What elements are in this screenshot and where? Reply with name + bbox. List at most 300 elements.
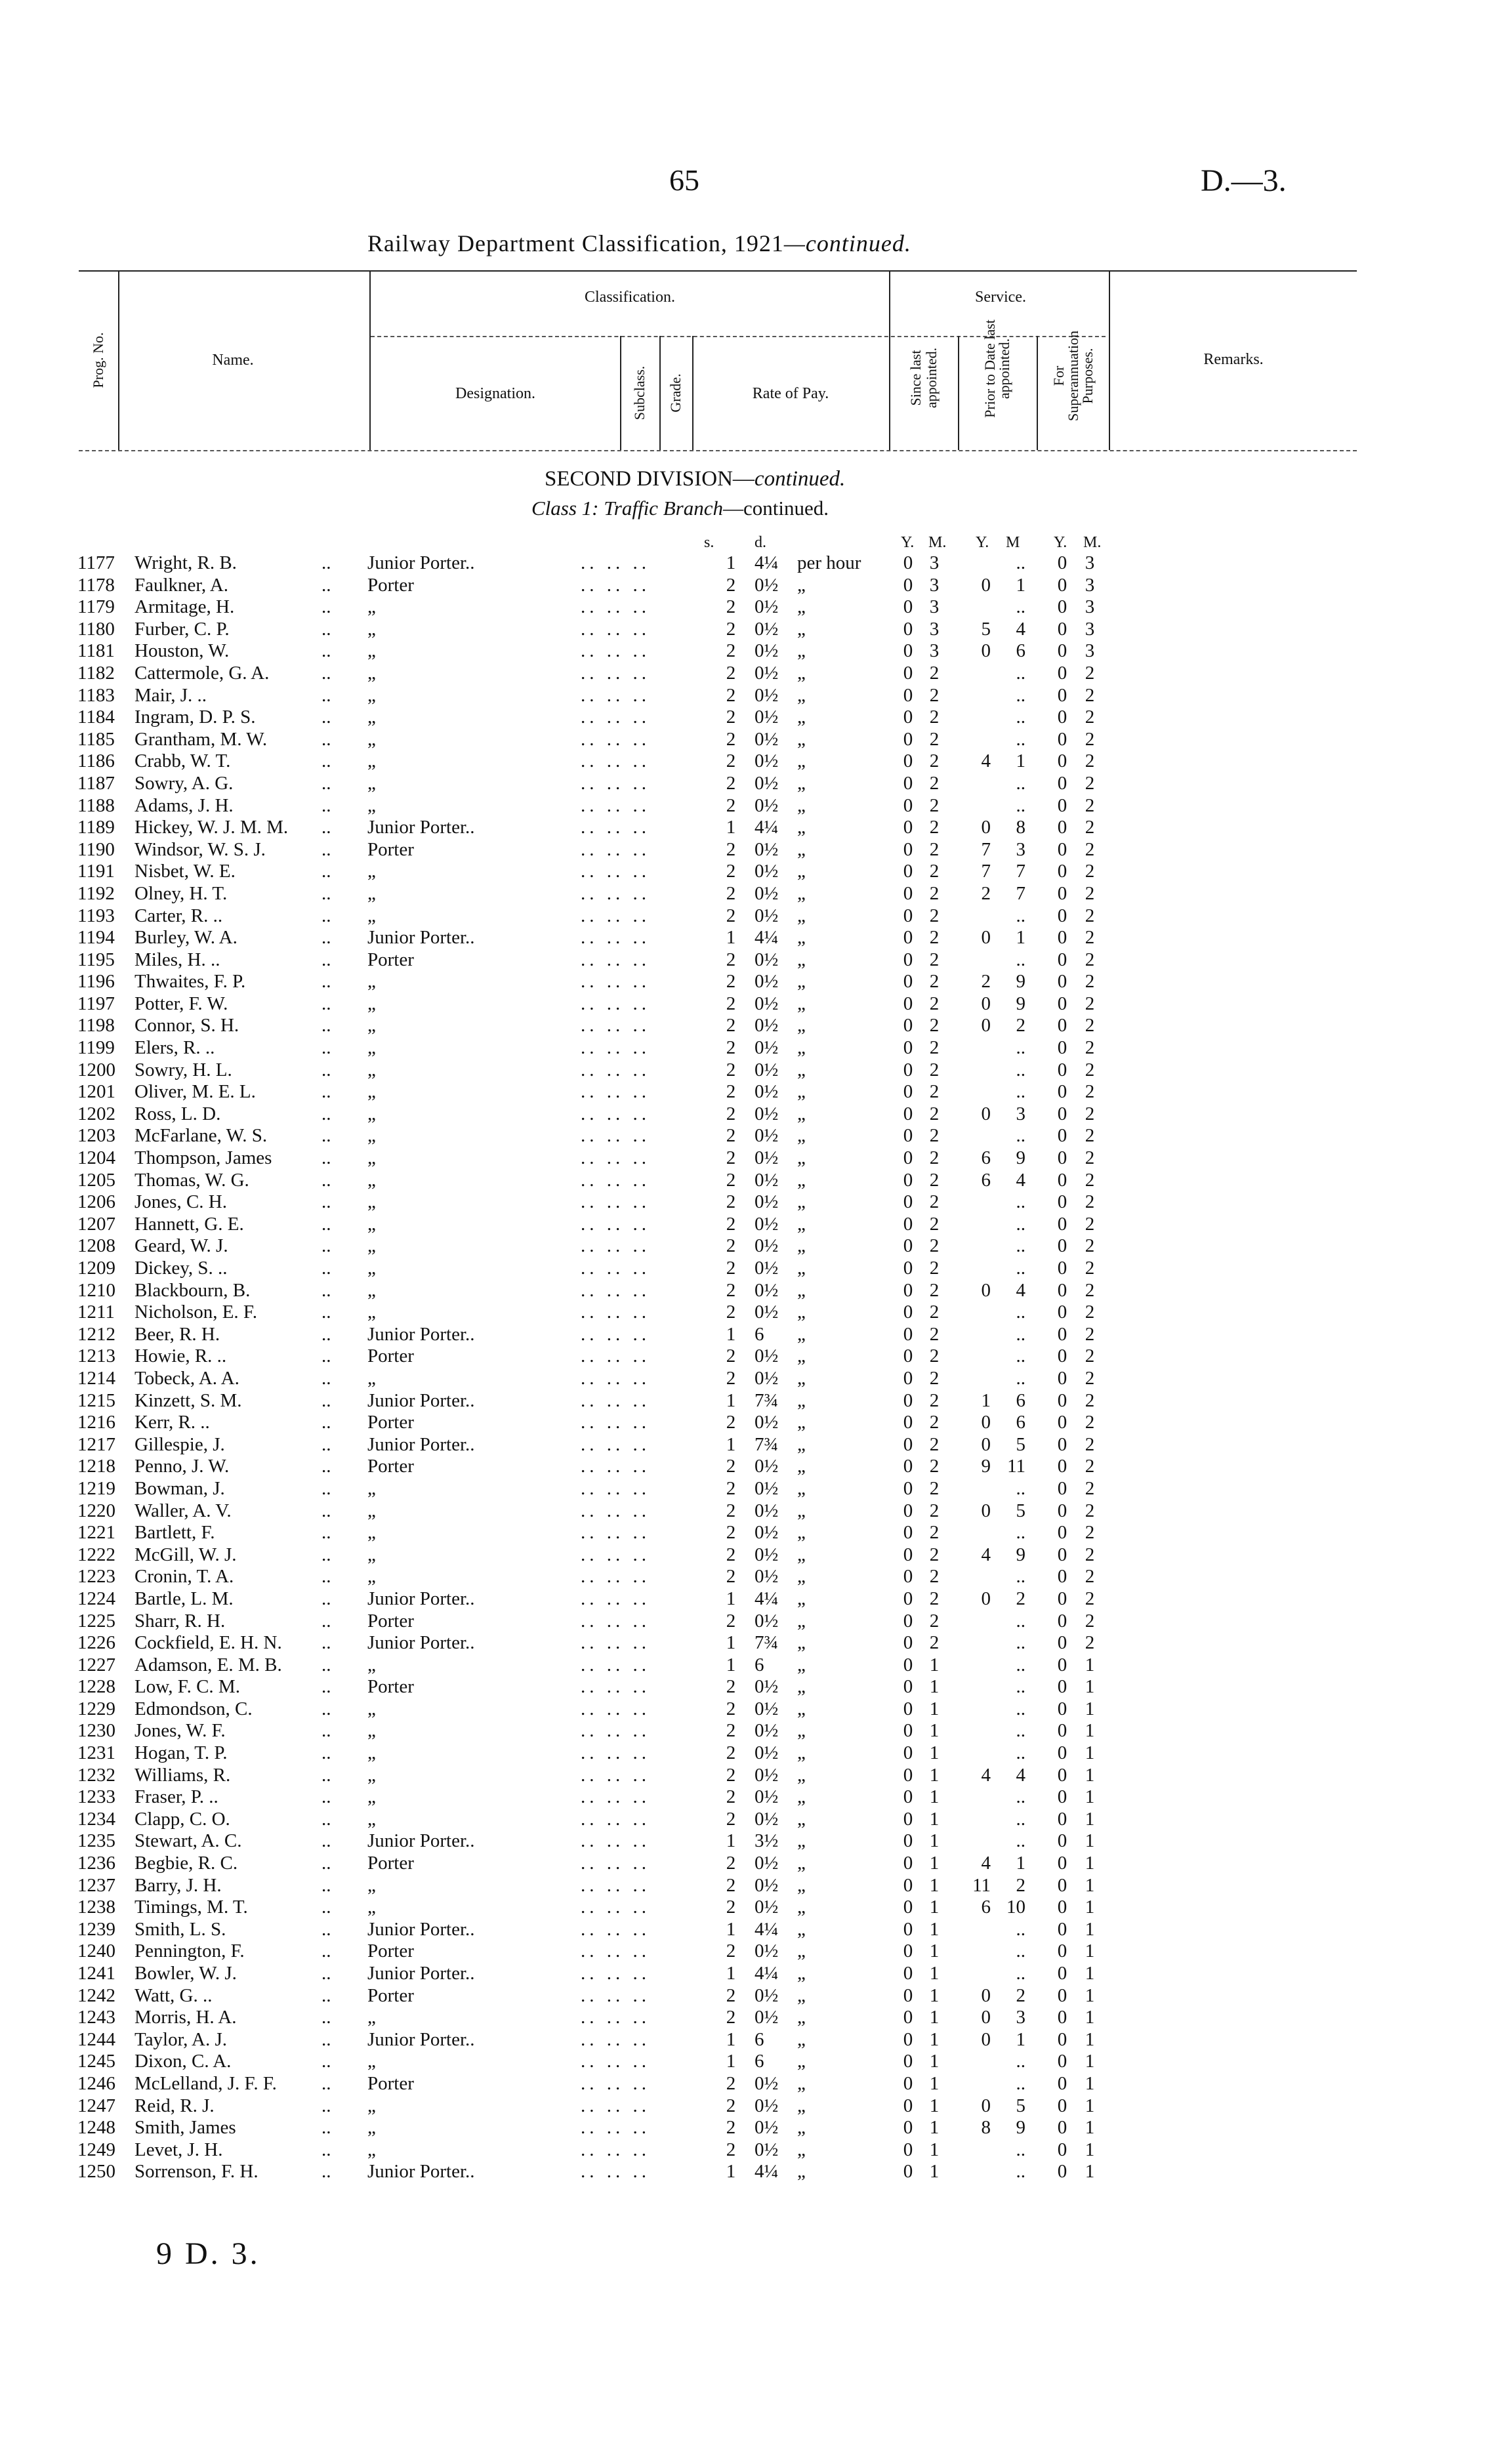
since-months: 2 (929, 1213, 940, 1235)
table-row (0, 1280, 1511, 1302)
since-months: 1 (929, 1984, 940, 2006)
super-months: 2 (1085, 861, 1095, 882)
unit-super-months: M. (1083, 534, 1102, 551)
leader-dots: .. (321, 1213, 331, 1235)
super-years: 0 (1057, 905, 1067, 926)
table-row (0, 2073, 1511, 2095)
pay-shillings: 2 (726, 794, 736, 816)
employee-name: Miles, H. .. (135, 949, 220, 970)
leader-dots: .. (321, 1389, 331, 1411)
table-row (0, 817, 1511, 839)
table-row (0, 1676, 1511, 1698)
prog-no: 1192 (77, 882, 115, 904)
table-row (0, 2117, 1511, 2139)
pay-pence: 0½ (755, 1720, 779, 1742)
designation: „ (367, 1103, 376, 1124)
header-classification: Classification. (585, 289, 675, 306)
designation: „ (367, 728, 376, 750)
unit-prior-months: M (1006, 534, 1020, 551)
pay-shillings: 2 (726, 1235, 736, 1257)
prior-months: .. (1016, 684, 1025, 706)
since-months: 2 (929, 728, 940, 750)
table-row (0, 1390, 1511, 1412)
since-years: 0 (903, 772, 913, 794)
pay-pence: 0½ (755, 905, 779, 926)
pay-shillings: 1 (726, 2161, 736, 2183)
super-years: 0 (1057, 1345, 1067, 1367)
pay-unit: „ (797, 1522, 806, 1544)
table-row (0, 1698, 1511, 1721)
since-months: 2 (929, 905, 940, 926)
employee-name: Oliver, M. E. L. (135, 1081, 256, 1103)
row-dots: .. .. .. (581, 1566, 650, 1588)
pay-shillings: 2 (726, 1786, 736, 1808)
pay-pence: 4¼ (755, 1918, 779, 1940)
since-months: 2 (929, 662, 940, 684)
table-row (0, 1324, 1511, 1346)
prior-months: .. (1016, 1720, 1025, 1742)
table-row (0, 663, 1511, 685)
super-years: 0 (1057, 817, 1067, 838)
super-months: 2 (1085, 1125, 1095, 1147)
table-row (0, 1412, 1511, 1434)
leader-dots: .. (321, 927, 331, 949)
pay-pence: 0½ (755, 1081, 779, 1103)
pay-shillings: 2 (726, 1147, 736, 1169)
pay-unit: „ (797, 1897, 806, 1918)
pay-unit: „ (797, 1059, 806, 1080)
employee-name: Bowler, W. J. (135, 1963, 237, 1984)
prior-years: 7 (981, 861, 991, 882)
row-dots: .. .. .. (581, 1720, 650, 1742)
pay-shillings: 2 (726, 2117, 736, 2139)
employee-name: Morris, H. A. (135, 2007, 237, 2028)
since-months: 1 (929, 2139, 940, 2160)
pay-shillings: 1 (726, 817, 736, 838)
header-subclass: Subclass. (631, 365, 648, 421)
since-years: 0 (903, 1103, 913, 1124)
row-dots: .. .. .. (581, 1853, 650, 1874)
prior-months: 10 (1006, 1897, 1025, 1918)
pay-unit: „ (797, 1853, 806, 1874)
since-years: 0 (903, 1963, 913, 1984)
since-years: 0 (903, 1566, 913, 1588)
class-label: Class 1: (531, 497, 599, 520)
super-months: 1 (1085, 1742, 1095, 1764)
since-months: 1 (929, 1874, 940, 1896)
since-years: 0 (903, 2139, 913, 2160)
footer-note: 9 D. 3. (156, 2236, 260, 2271)
employee-name: Smith, James (135, 2117, 236, 2139)
super-years: 0 (1057, 1918, 1067, 1940)
prior-years: 0 (981, 993, 991, 1014)
leader-dots: .. (321, 707, 331, 728)
pay-shillings: 2 (726, 1412, 736, 1433)
since-months: 2 (929, 949, 940, 970)
leader-dots: .. (321, 1367, 331, 1389)
designation: „ (367, 1566, 376, 1588)
leader-dots: .. (321, 552, 331, 573)
row-dots: .. .. .. (581, 794, 650, 816)
prog-no: 1179 (77, 596, 115, 618)
since-months: 1 (929, 2072, 940, 2094)
pay-unit: „ (797, 1544, 806, 1565)
super-months: 2 (1085, 1258, 1095, 1279)
leader-dots: .. (321, 1588, 331, 1609)
table-row (0, 1919, 1511, 1941)
prior-years: 0 (981, 1588, 991, 1609)
pay-pence: 0½ (755, 1544, 779, 1565)
prog-no: 1241 (77, 1963, 115, 1984)
prog-no: 1209 (77, 1258, 115, 1279)
prog-no: 1227 (77, 1654, 115, 1675)
pay-pence: 6 (755, 1654, 764, 1675)
prog-no: 1230 (77, 1720, 115, 1742)
table-row (0, 1963, 1511, 1985)
designation: „ (367, 1081, 376, 1103)
col-divider (1037, 336, 1038, 450)
since-years: 0 (903, 662, 913, 684)
pay-shillings: 2 (726, 993, 736, 1014)
super-years: 0 (1057, 1147, 1067, 1169)
header-designation: Designation. (455, 385, 535, 402)
since-years: 0 (903, 1191, 913, 1213)
pay-pence: 4¼ (755, 1963, 779, 1984)
super-years: 0 (1057, 1632, 1067, 1654)
employee-name: Nisbet, W. E. (135, 861, 236, 882)
row-dots: .. .. .. (581, 927, 650, 949)
prior-months: .. (1016, 1698, 1025, 1719)
pay-pence: 0½ (755, 1500, 779, 1521)
table-row (0, 1478, 1511, 1500)
employee-name: Grantham, M. W. (135, 728, 268, 750)
prior-months: 6 (1016, 1389, 1025, 1411)
prog-no: 1196 (77, 971, 115, 993)
pay-unit: „ (797, 2161, 806, 2183)
row-dots: .. .. .. (581, 2028, 650, 2050)
super-years: 0 (1057, 993, 1067, 1014)
pay-pence: 7¾ (755, 1632, 779, 1654)
pay-shillings: 2 (726, 662, 736, 684)
prog-no: 1210 (77, 1279, 115, 1301)
super-years: 0 (1057, 2072, 1067, 2094)
leader-dots: .. (321, 1500, 331, 1521)
table-row (0, 1191, 1511, 1214)
pay-pence: 0½ (755, 1015, 779, 1037)
prior-months: .. (1016, 1918, 1025, 1940)
designation: Junior Porter.. (367, 1830, 475, 1852)
since-years: 0 (903, 2051, 913, 2072)
employee-name: Bartle, L. M. (135, 1588, 234, 1609)
prior-months: 11 (1007, 1456, 1025, 1477)
since-months: 2 (929, 1169, 940, 1191)
since-years: 0 (903, 1389, 913, 1411)
since-months: 1 (929, 1897, 940, 1918)
table-row (0, 1720, 1511, 1742)
super-years: 0 (1057, 861, 1067, 882)
prog-no: 1215 (77, 1389, 115, 1411)
leader-dots: .. (321, 1522, 331, 1544)
super-years: 0 (1057, 1940, 1067, 1962)
super-months: 2 (1085, 707, 1095, 728)
prog-no: 1212 (77, 1323, 115, 1345)
pay-pence: 0½ (755, 1367, 779, 1389)
employee-name: Timings, M. T. (135, 1897, 248, 1918)
leader-dots: .. (321, 1456, 331, 1477)
prior-months: 2 (1016, 1588, 1025, 1609)
pay-shillings: 1 (726, 1918, 736, 1940)
prior-months: .. (1016, 1830, 1025, 1852)
pay-pence: 6 (755, 2051, 764, 2072)
leader-dots: .. (321, 728, 331, 750)
leader-dots: .. (321, 1125, 331, 1147)
super-years: 0 (1057, 2095, 1067, 2116)
since-years: 0 (903, 1632, 913, 1654)
table-row (0, 640, 1511, 663)
since-years: 0 (903, 861, 913, 882)
designation: Porter (367, 1676, 414, 1698)
pay-pence: 0½ (755, 1698, 779, 1719)
pay-shillings: 2 (726, 1500, 736, 1521)
super-months: 1 (1085, 1963, 1095, 1984)
designation: Junior Porter.. (367, 817, 475, 838)
table-row (0, 1875, 1511, 1897)
col-divider (889, 270, 890, 450)
since-years: 0 (903, 1279, 913, 1301)
since-years: 0 (903, 1742, 913, 1764)
row-dots: .. .. .. (581, 574, 650, 596)
employee-name: Barry, J. H. (135, 1874, 222, 1896)
since-months: 2 (929, 1125, 940, 1147)
leader-dots: .. (321, 993, 331, 1014)
pay-pence: 0½ (755, 1037, 779, 1059)
since-years: 0 (903, 728, 913, 750)
leader-dots: .. (321, 1037, 331, 1059)
leader-dots: .. (321, 1169, 331, 1191)
designation: „ (367, 2095, 376, 2116)
pay-pence: 6 (755, 2028, 764, 2050)
leader-dots: .. (321, 1610, 331, 1632)
designation: „ (367, 2007, 376, 2028)
super-years: 0 (1057, 2028, 1067, 2050)
super-years: 0 (1057, 1676, 1067, 1698)
since-months: 1 (929, 1940, 940, 1962)
since-years: 0 (903, 838, 913, 860)
prog-no: 1214 (77, 1367, 115, 1389)
pay-shillings: 1 (726, 1389, 736, 1411)
prog-no: 1182 (77, 662, 115, 684)
since-years: 0 (903, 1302, 913, 1323)
pay-pence: 0½ (755, 1191, 779, 1213)
table-row (0, 2007, 1511, 2029)
prog-no: 1213 (77, 1345, 115, 1367)
table-row (0, 1081, 1511, 1103)
employee-name: Houston, W. (135, 640, 230, 662)
super-years: 0 (1057, 838, 1067, 860)
header-bottom-rule (79, 450, 1357, 451)
table-row (0, 729, 1511, 751)
pay-pence: 0½ (755, 1147, 779, 1169)
super-years: 0 (1057, 2051, 1067, 2072)
prog-no: 1248 (77, 2117, 115, 2139)
unit-since-months: M. (928, 534, 947, 551)
row-dots: .. .. .. (581, 596, 650, 618)
prior-months: .. (1016, 662, 1025, 684)
pay-pence: 0½ (755, 1566, 779, 1588)
since-years: 0 (903, 1323, 913, 1345)
prog-no: 1233 (77, 1786, 115, 1808)
employee-name: Connor, S. H. (135, 1015, 239, 1037)
table-row (0, 883, 1511, 905)
pay-pence: 0½ (755, 1984, 779, 2006)
super-years: 0 (1057, 949, 1067, 970)
pay-unit: „ (797, 1169, 806, 1191)
pay-unit: „ (797, 794, 806, 816)
prog-no: 1235 (77, 1830, 115, 1852)
table-row (0, 971, 1511, 993)
since-months: 2 (929, 1389, 940, 1411)
since-years: 0 (903, 927, 913, 949)
designation: Junior Porter.. (367, 1918, 475, 1940)
row-dots: .. .. .. (581, 618, 650, 640)
designation: „ (367, 993, 376, 1014)
designation: Porter (367, 838, 414, 860)
pay-pence: 0½ (755, 1808, 779, 1830)
employee-name: Thomas, W. G. (135, 1169, 249, 1191)
table-row (0, 2029, 1511, 2051)
pay-unit: „ (797, 817, 806, 838)
pay-shillings: 2 (726, 1345, 736, 1367)
designation: „ (367, 618, 376, 640)
pay-pence: 0½ (755, 1897, 779, 1918)
leader-dots: .. (321, 640, 331, 662)
prior-months: 9 (1016, 971, 1025, 993)
super-months: 2 (1085, 1147, 1095, 1169)
designation: „ (367, 1654, 376, 1675)
row-dots: .. .. .. (581, 882, 650, 904)
prog-no: 1244 (77, 2028, 115, 2050)
employee-name: Smith, L. S. (135, 1918, 226, 1940)
since-months: 2 (929, 1433, 940, 1455)
super-months: 2 (1085, 1588, 1095, 1609)
prog-no: 1197 (77, 993, 115, 1014)
super-months: 1 (1085, 1786, 1095, 1808)
prior-years: 8 (981, 2117, 991, 2139)
employee-name: Howie, R. .. (135, 1345, 227, 1367)
leader-dots: .. (321, 2072, 331, 2094)
table-row (0, 773, 1511, 795)
prior-months: .. (1016, 1302, 1025, 1323)
prog-no: 1181 (77, 640, 115, 662)
since-months: 2 (929, 772, 940, 794)
super-years: 0 (1057, 1764, 1067, 1786)
row-dots: .. .. .. (581, 552, 650, 573)
designation: Porter (367, 1456, 414, 1477)
staff-table-body (0, 552, 1511, 2183)
super-months: 2 (1085, 1367, 1095, 1389)
prog-no: 1203 (77, 1125, 115, 1147)
employee-name: Carter, R. .. (135, 905, 223, 926)
pay-shillings: 1 (726, 927, 736, 949)
since-years: 0 (903, 1412, 913, 1433)
leader-dots: .. (321, 1698, 331, 1719)
row-dots: .. .. .. (581, 750, 650, 772)
leader-dots: .. (321, 2007, 331, 2028)
header-prog-no: Prog. No. (90, 332, 106, 388)
leader-dots: .. (321, 2161, 331, 2183)
designation: „ (367, 1147, 376, 1169)
pay-shillings: 2 (726, 1213, 736, 1235)
super-years: 0 (1057, 728, 1067, 750)
super-years: 0 (1057, 772, 1067, 794)
pay-shillings: 2 (726, 596, 736, 618)
pay-shillings: 2 (726, 1940, 736, 1962)
since-years: 0 (903, 794, 913, 816)
employee-name: Wright, R. B. (135, 552, 237, 573)
prog-no: 1208 (77, 1235, 115, 1257)
prior-years: 5 (981, 618, 991, 640)
employee-name: Bowman, J. (135, 1477, 225, 1499)
pay-pence: 0½ (755, 1874, 779, 1896)
pay-unit: „ (797, 971, 806, 993)
pay-unit: „ (797, 1191, 806, 1213)
leader-dots: .. (321, 861, 331, 882)
row-dots: .. .. .. (581, 1456, 650, 1477)
prior-months: .. (1016, 1235, 1025, 1257)
leader-dots: .. (321, 1544, 331, 1565)
designation: „ (367, 684, 376, 706)
pay-pence: 4¼ (755, 2161, 779, 2183)
super-years: 0 (1057, 1654, 1067, 1675)
leader-dots: .. (321, 882, 331, 904)
leader-dots: .. (321, 1720, 331, 1742)
employee-name: Taylor, A. J. (135, 2028, 227, 2050)
super-months: 2 (1085, 1103, 1095, 1124)
prior-months: 6 (1016, 1412, 1025, 1433)
employee-name: Thompson, James (135, 1147, 272, 1169)
super-months: 2 (1085, 794, 1095, 816)
prog-no: 1185 (77, 728, 115, 750)
super-months: 1 (1085, 1940, 1095, 1962)
row-dots: .. .. .. (581, 1963, 650, 1984)
pay-shillings: 2 (726, 750, 736, 772)
since-months: 2 (929, 684, 940, 706)
since-months: 2 (929, 1103, 940, 1124)
col-divider (1109, 270, 1110, 450)
since-months: 2 (929, 1015, 940, 1037)
prior-months: 4 (1016, 1169, 1025, 1191)
leader-dots: .. (321, 1897, 331, 1918)
employee-name: Williams, R. (135, 1764, 231, 1786)
since-months: 2 (929, 1610, 940, 1632)
since-years: 0 (903, 1897, 913, 1918)
since-years: 0 (903, 596, 913, 618)
leader-dots: .. (321, 2028, 331, 2050)
super-months: 2 (1085, 1169, 1095, 1191)
since-months: 1 (929, 1853, 940, 1874)
super-months: 2 (1085, 993, 1095, 1014)
pay-unit: „ (797, 2007, 806, 2028)
prior-months: 1 (1016, 927, 1025, 949)
leader-dots: .. (321, 1786, 331, 1808)
table-row (0, 927, 1511, 949)
table-row (0, 1500, 1511, 1523)
designation: „ (367, 794, 376, 816)
pay-pence: 7¾ (755, 1433, 779, 1455)
pay-shillings: 2 (726, 1984, 736, 2006)
since-months: 2 (929, 1522, 940, 1544)
since-years: 0 (903, 1610, 913, 1632)
